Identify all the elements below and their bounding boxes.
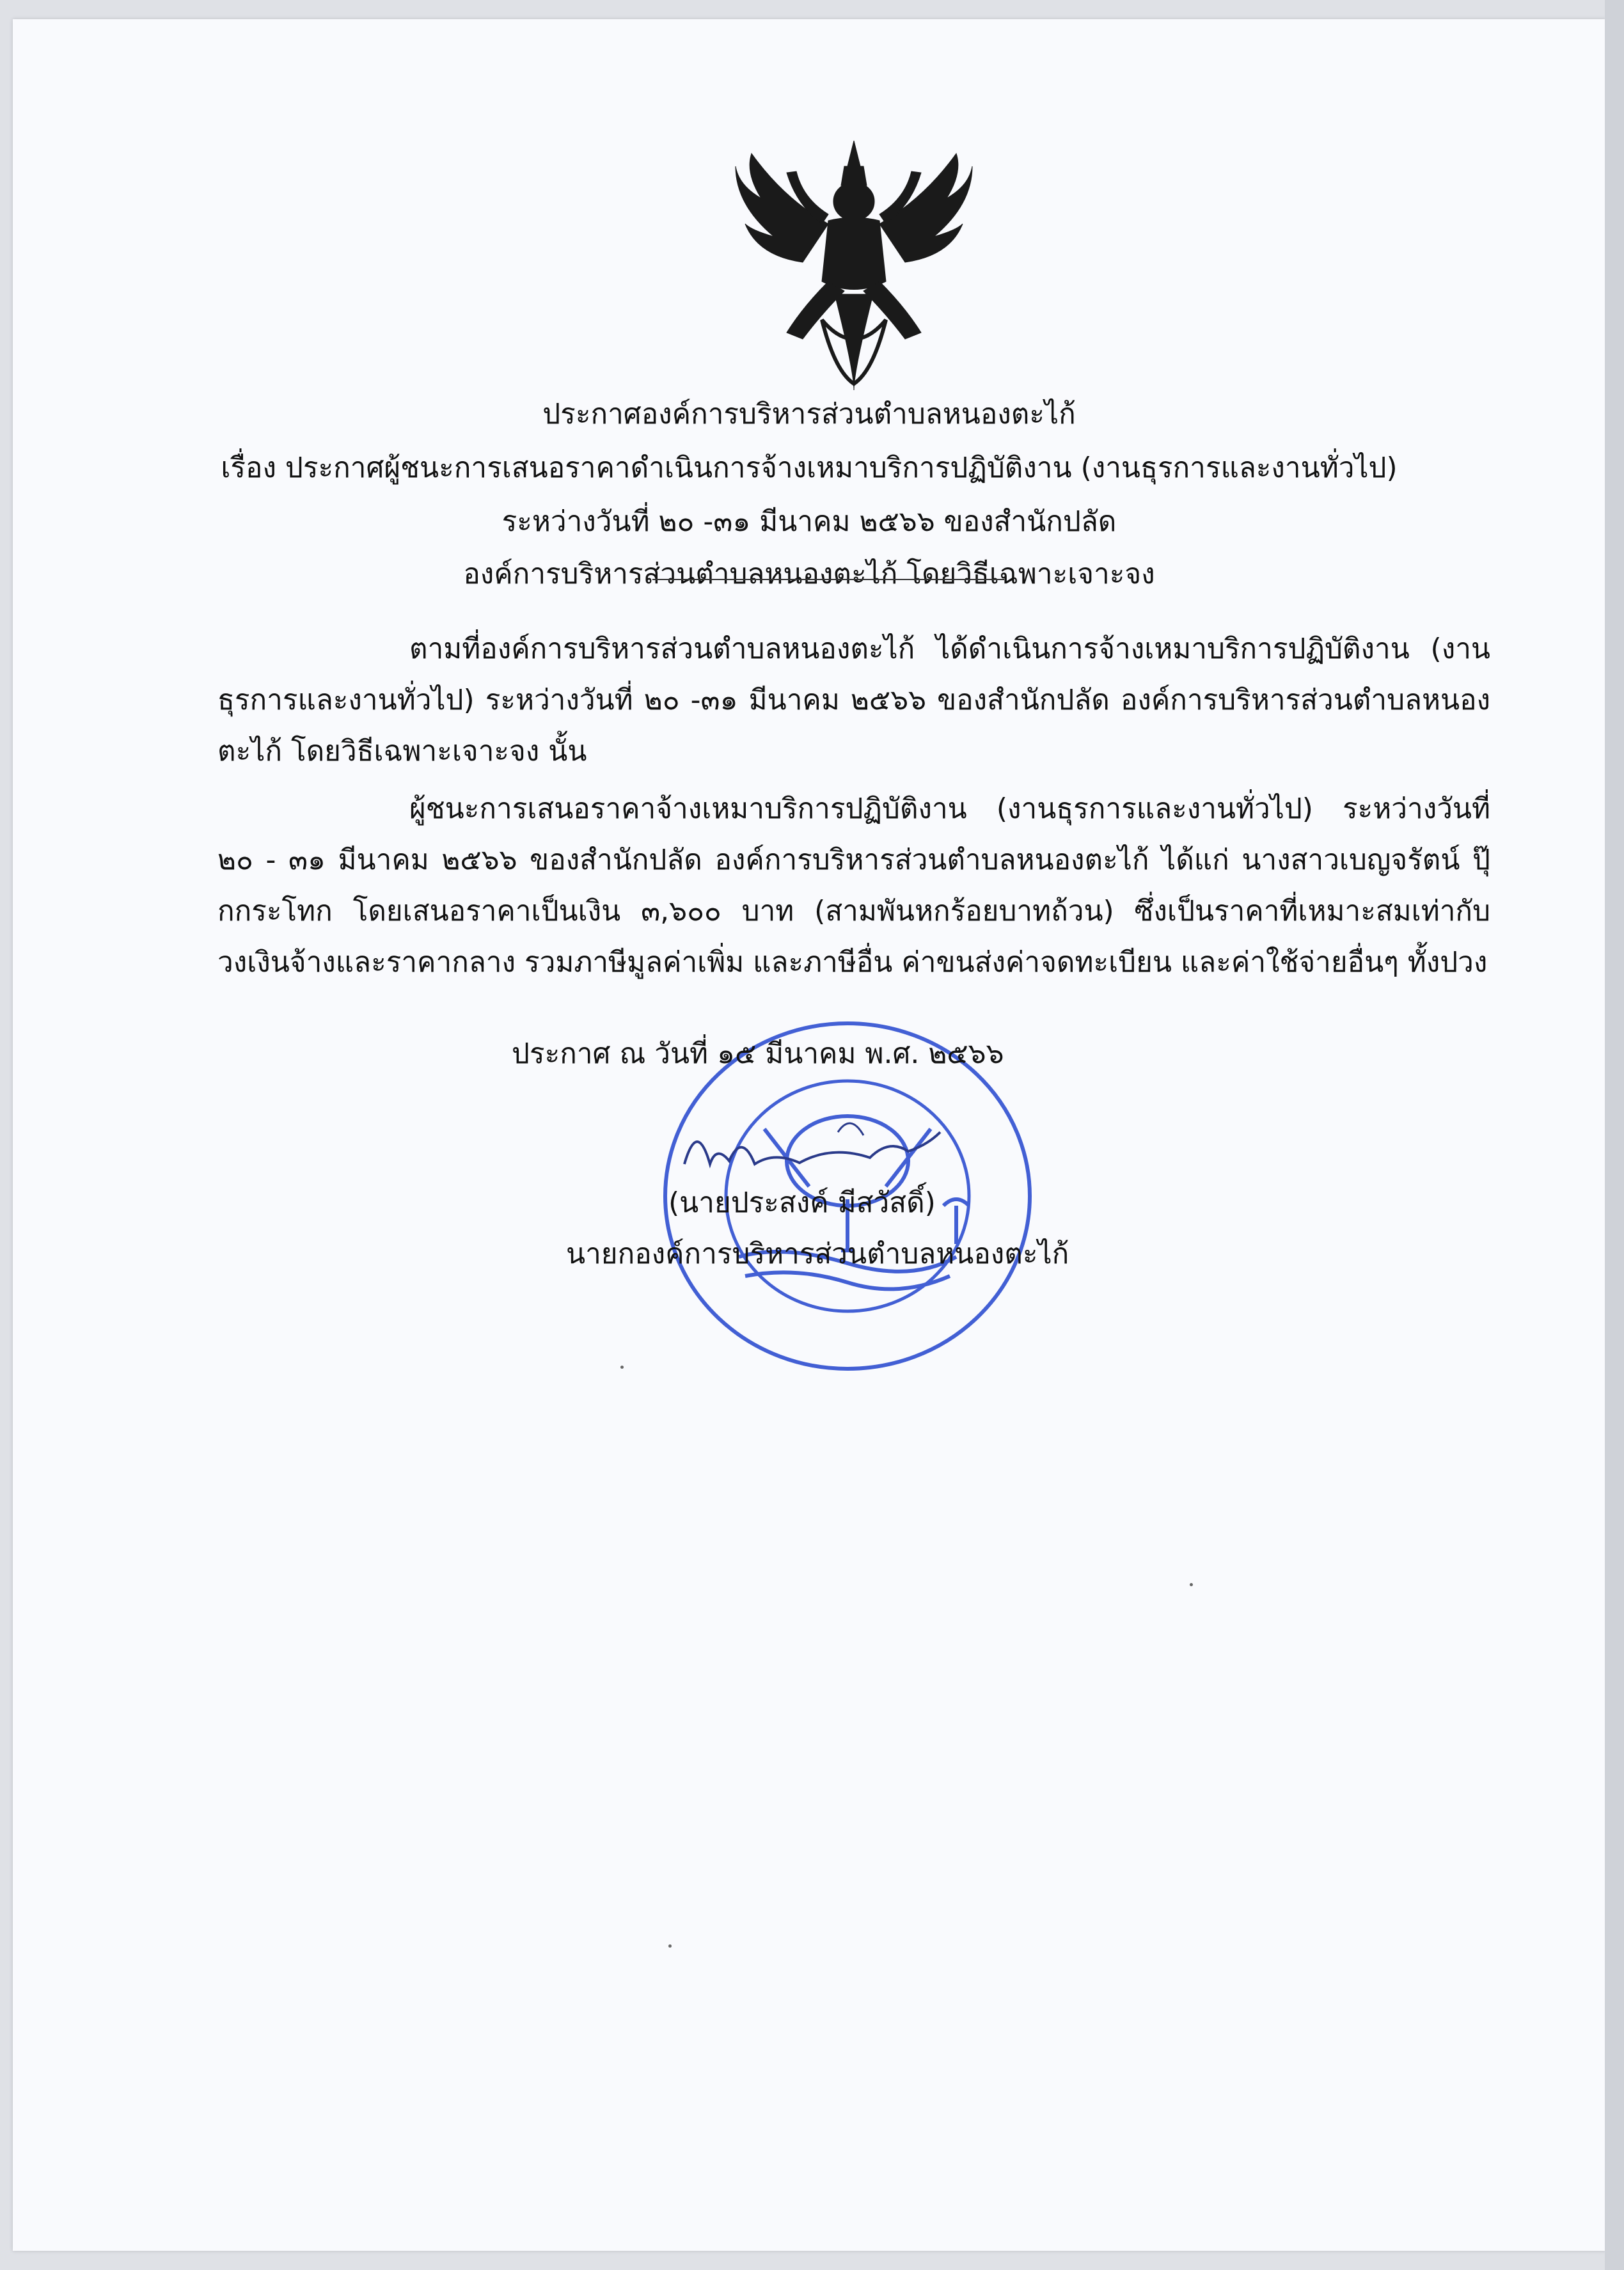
garuda-emblem xyxy=(726,128,982,397)
scan-speck xyxy=(668,1944,672,1948)
announcement-subject: เรื่อง ประกาศผู้ชนะการเสนอราคาดำเนินการจ้างเหมาบริการปฏิบัติงาน (งานธุรการและงานทั่วไป) xyxy=(221,452,1398,484)
title-divider xyxy=(652,579,1004,580)
signer-name: (นายประสงค์ มีสวัสดิ์) xyxy=(668,1186,936,1219)
body-paragraph-1: ตามที่องค์การบริหารส่วนตำบลหนองตะไก้ ได้ดำเนินการจ้างเหมาบริการปฏิบัติงาน (งานธุรการและงานทั่วไป) ระหว่างวันที่ ๒๐ -๓๑ มีนาคม ๒๕๖๖ ของสำนักปลัด องค์การบริหารส่วนตำบลหนองตะไก้ โดยวิธีเฉพาะเจาะจง นั้น xyxy=(217,633,1490,768)
announcement-title: ประกาศองค์การบริหารส่วนตำบลหนองตะไก้ xyxy=(542,398,1076,430)
announcement-method: องค์การบริหารส่วนตำบลหนองตะไก้ โดยวิธีเฉพาะเจาะจง xyxy=(463,558,1155,590)
signer-title: นายกองค์การบริหารส่วนตำบลหนองตะไก้ xyxy=(566,1238,1069,1270)
document-page xyxy=(13,19,1605,2251)
body-paragraph-2: ผู้ชนะการเสนอราคาจ้างเหมาบริการปฏิบัติงาน (งานธุรการและงานทั่วไป) ระหว่างวันที่ ๒๐ - ๓๑ มีนาคม ๒๕๖๖ ของสำนักปลัด องค์การบริหารส่วนตำบลหนองตะไก้ ได้แก่ นางสาวเบญจรัตน์ ปุ๊กกระโทก โดยเสนอราคาเป็นเงิน ๓,๖๐๐ บาท (สามพันหกร้อยบาทถ้วน) ซึ่งเป็นราคาที่เหมาะสมเท่ากับวงเงินจ้างและราคากลาง รวมภาษีมูลค่าเพิ่ม และภาษีอื่น ค่าขนส่งค่าจดทะเบียน และค่าใช้จ่ายอื่นๆ ทั้งปวง xyxy=(217,792,1490,979)
scan-speck xyxy=(620,1366,624,1369)
announcement-period: ระหว่างวันที่ ๒๐ -๓๑ มีนาคม ๒๕๖๖ ของสำนักปลัด xyxy=(501,505,1117,538)
announcement-date: ประกาศ ณ วันที่ ๑๕ มีนาคม พ.ศ. ๒๕๖๖ xyxy=(512,1037,1004,1070)
scan-speck xyxy=(1190,1583,1193,1586)
scan-edge xyxy=(1605,0,1624,2270)
